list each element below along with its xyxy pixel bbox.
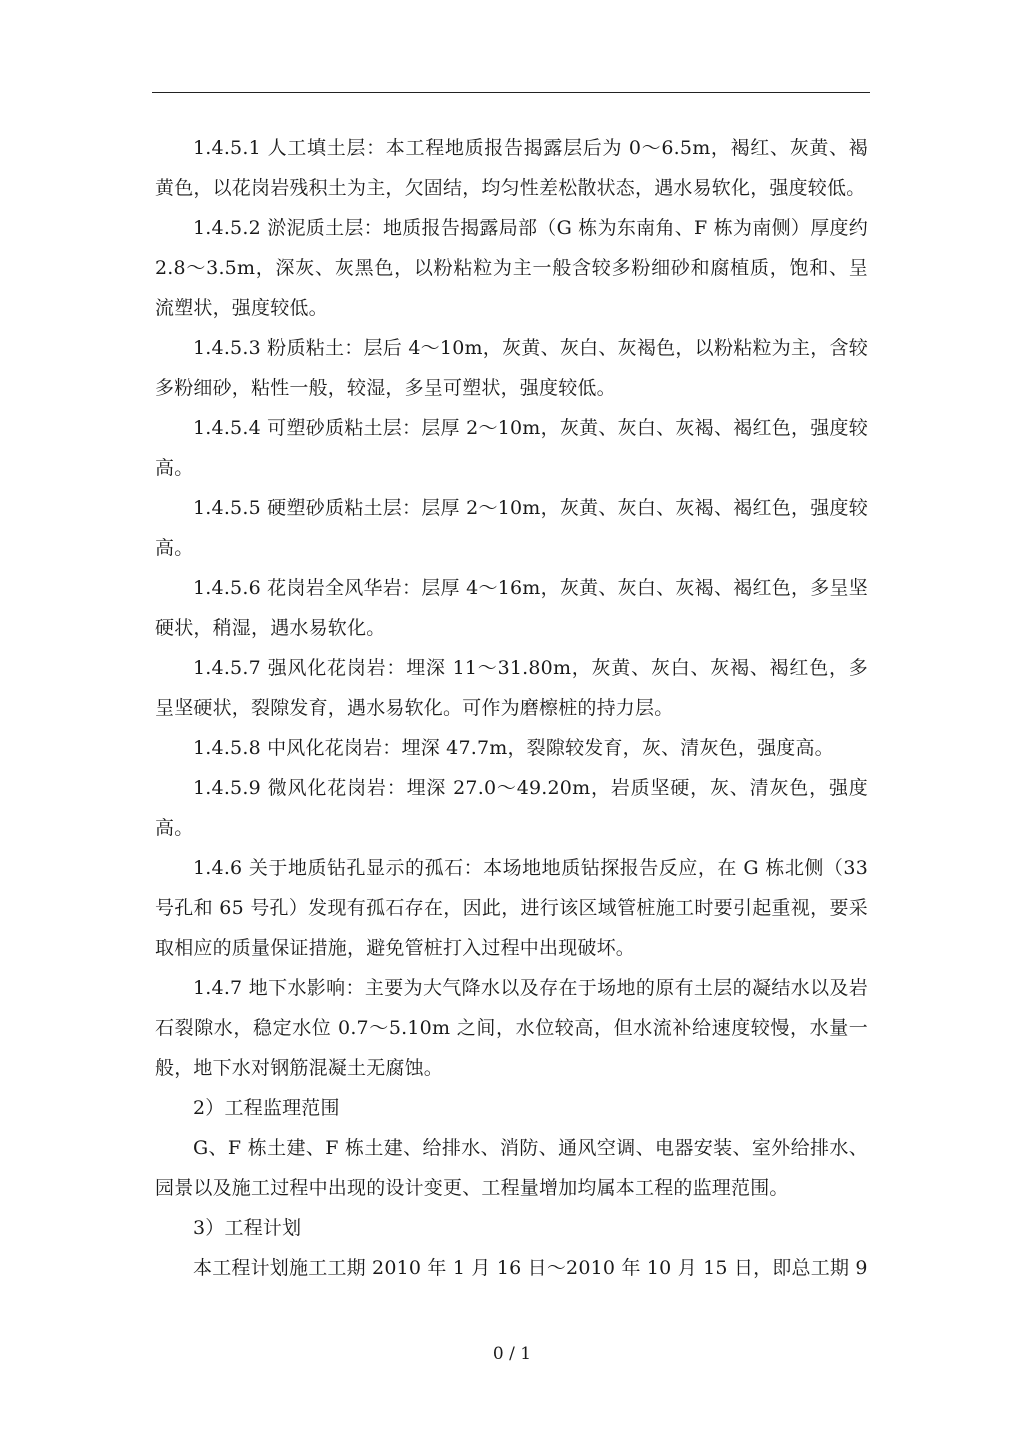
paragraph-project-plan: 本工程计划施工工期 2010 年 1 月 16 日～2010 年 10 月 15 日，即总工期 9 — [193, 1257, 868, 1279]
document-body — [155, 128, 868, 1288]
section-heading-supervision-scope: 2）工程监理范围 — [193, 1097, 340, 1119]
section-heading-project-plan: 3）工程计划 — [193, 1217, 302, 1239]
paragraph-1-4-5-5: 1.4.5.5 硬塑砂质粘土层：层厚 2～10m，灰黄、灰白、灰褐、褐红色，强度较高。 — [155, 497, 868, 559]
paragraph-1-4-5-3: 1.4.5.3 粉质粘土：层后 4～10m，灰黄、灰白、灰褐色，以粉粘粒为主，含较多粉细砂，粘性一般，较湿，多呈可塑状，强度较低。 — [155, 337, 868, 399]
paragraph-1-4-5-1: 1.4.5.1 人工填土层：本工程地质报告揭露层后为 0～6.5m，褐红、灰黄、褐黄色，以花岗岩残积土为主，欠固结，均匀性差松散状态，遇水易软化，强度较低。 — [155, 137, 868, 199]
paragraph-1-4-5-9: 1.4.5.9 微风化花岗岩：埋深 27.0～49.20m，岩质坚硬，灰、清灰色，强度高。 — [155, 777, 868, 839]
header-rule — [152, 92, 870, 93]
paragraph-1-4-5-7: 1.4.5.7 强风化花岗岩：埋深 11～31.80m，灰黄、灰白、灰褐、褐红色，多呈坚硬状，裂隙发育，遇水易软化。可作为磨檫桩的持力层。 — [155, 657, 868, 719]
paragraph-1-4-5-2: 1.4.5.2 淤泥质土层：地质报告揭露局部（G 栋为东南角、F 栋为南侧）厚度约 2.8～3.5m，深灰、灰黑色，以粉粘粒为主一般含较多粉细砂和腐植质，饱和、呈流塑状，强度较低。 — [155, 217, 868, 319]
paragraph-1-4-6: 1.4.6 关于地质钻孔显示的孤石：本场地地质钻探报告反应，在 G 栋北侧（33 号孔和 65 号孔）发现有孤石存在，因此，进行该区域管桩施工时要引起重视，要采取相应的质量保证措施，避免管桩打入过程中出现破坏。 — [155, 857, 868, 959]
page-number: 0 / 1 — [492, 1344, 532, 1364]
paragraph-supervision-scope: G、F 栋土建、F 栋土建、给排水、消防、通风空调、电器安装、室外给排水、园景以及施工过程中出现的设计变更、工程量增加均属本工程的监理范围。 — [155, 1137, 868, 1199]
paragraph-1-4-5-8: 1.4.5.8 中风化花岗岩：埋深 47.7m，裂隙较发育，灰、清灰色，强度高。 — [193, 737, 834, 759]
paragraph-1-4-7: 1.4.7 地下水影响：主要为大气降水以及存在于场地的原有土层的凝结水以及岩石裂隙水，稳定水位 0.7～5.10m 之间，水位较高，但水流补给速度较慢，水量一般，地下水对钢筋混凝土无腐蚀。 — [155, 977, 868, 1079]
paragraph-1-4-5-6: 1.4.5.6 花岗岩全风华岩：层厚 4～16m，灰黄、灰白、灰褐、褐红色，多呈坚硬状，稍湿，遇水易软化。 — [155, 577, 868, 639]
paragraph-1-4-5-4: 1.4.5.4 可塑砂质粘土层：层厚 2～10m，灰黄、灰白、灰褐、褐红色，强度较高。 — [155, 417, 868, 479]
